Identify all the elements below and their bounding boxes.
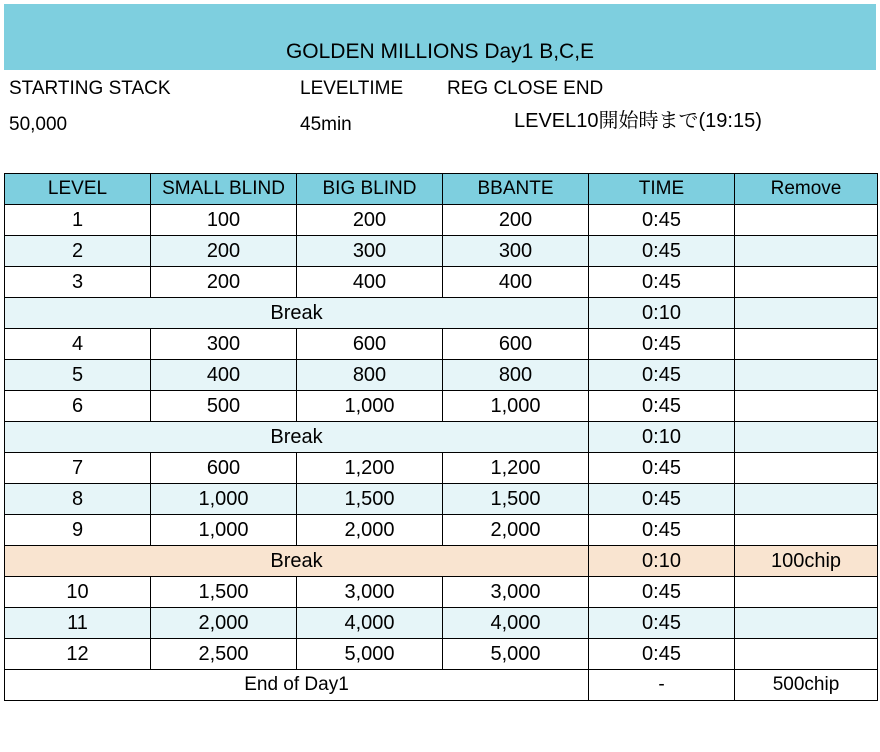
remove-cell	[735, 236, 878, 267]
table-row	[5, 205, 878, 236]
big-blind-cell: 4,000	[297, 608, 443, 639]
level-cell: 1	[5, 205, 151, 236]
break-label-cell: Break	[5, 546, 589, 577]
header-level: LEVEL	[5, 174, 151, 205]
bbante-cell: 3,000	[443, 577, 589, 608]
end-of-day-row	[5, 670, 878, 701]
starting-stack-value: 50,000	[9, 114, 68, 135]
header-remove: Remove	[735, 174, 878, 205]
remove-cell: 500chip	[735, 670, 878, 701]
big-blind-cell: 5,000	[297, 639, 443, 670]
level-cell: 11	[5, 608, 151, 639]
bbante-cell: 4,000	[443, 608, 589, 639]
small-blind-cell: 200	[151, 236, 297, 267]
small-blind-cell: 400	[151, 360, 297, 391]
time-cell: 0:45	[589, 484, 735, 515]
table-row	[5, 236, 878, 267]
big-blind-cell: 3,000	[297, 577, 443, 608]
level-time-label: LEVELTIME	[300, 78, 404, 99]
remove-cell	[735, 298, 878, 329]
level-cell: 3	[5, 267, 151, 298]
small-blind-cell: 1,500	[151, 577, 297, 608]
small-blind-cell: 500	[151, 391, 297, 422]
big-blind-cell: 2,000	[297, 515, 443, 546]
time-cell: -	[589, 670, 735, 701]
blind-structure-table	[4, 173, 878, 701]
time-cell: 0:45	[589, 205, 735, 236]
header-big-blind: BIG BLIND	[297, 174, 443, 205]
bbante-cell: 1,000	[443, 391, 589, 422]
level-cell: 12	[5, 639, 151, 670]
header-bbante: BBANTE	[443, 174, 589, 205]
small-blind-cell: 100	[151, 205, 297, 236]
table-row	[5, 267, 878, 298]
level-cell: 6	[5, 391, 151, 422]
level-cell: 8	[5, 484, 151, 515]
remove-cell	[735, 639, 878, 670]
table-row	[5, 608, 878, 639]
big-blind-cell: 1,200	[297, 453, 443, 484]
small-blind-cell: 1,000	[151, 515, 297, 546]
bbante-cell: 1,200	[443, 453, 589, 484]
header-small-blind: SMALL BLIND	[151, 174, 297, 205]
break-label-cell: Break	[5, 422, 589, 453]
time-cell: 0:10	[589, 422, 735, 453]
remove-cell	[735, 267, 878, 298]
page-title: GOLDEN MILLIONS Day1 B,C,E	[285, 40, 595, 63]
break-row	[5, 422, 878, 453]
bbante-cell: 2,000	[443, 515, 589, 546]
big-blind-cell: 400	[297, 267, 443, 298]
header-time: TIME	[589, 174, 735, 205]
time-cell: 0:10	[589, 298, 735, 329]
table-row	[5, 329, 878, 360]
small-blind-cell: 300	[151, 329, 297, 360]
level-cell: 2	[5, 236, 151, 267]
time-cell: 0:45	[589, 391, 735, 422]
small-blind-cell: 2,000	[151, 608, 297, 639]
small-blind-cell: 600	[151, 453, 297, 484]
time-cell: 0:45	[589, 329, 735, 360]
remove-cell	[735, 577, 878, 608]
big-blind-cell: 300	[297, 236, 443, 267]
bbante-cell: 5,000	[443, 639, 589, 670]
level-cell: 10	[5, 577, 151, 608]
time-cell: 0:45	[589, 236, 735, 267]
bbante-cell: 200	[443, 205, 589, 236]
table-row	[5, 515, 878, 546]
small-blind-cell: 1,000	[151, 484, 297, 515]
big-blind-cell: 200	[297, 205, 443, 236]
big-blind-cell: 1,500	[297, 484, 443, 515]
break-row-highlighted	[5, 546, 878, 577]
table-row	[5, 391, 878, 422]
remove-cell	[735, 422, 878, 453]
table-row	[5, 484, 878, 515]
table-row	[5, 639, 878, 670]
time-cell: 0:45	[589, 577, 735, 608]
small-blind-cell: 200	[151, 267, 297, 298]
starting-stack-label: STARTING STACK	[9, 78, 171, 99]
table-row	[5, 360, 878, 391]
break-row	[5, 298, 878, 329]
bbante-cell: 400	[443, 267, 589, 298]
bbante-cell: 800	[443, 360, 589, 391]
bbante-cell: 600	[443, 329, 589, 360]
big-blind-cell: 600	[297, 329, 443, 360]
remove-cell	[735, 608, 878, 639]
time-cell: 0:45	[589, 360, 735, 391]
reg-close-label: REG CLOSE END	[447, 78, 604, 99]
remove-cell: 100chip	[735, 546, 878, 577]
table-row	[5, 577, 878, 608]
time-cell: 0:45	[589, 608, 735, 639]
level-time-value: 45min	[300, 114, 352, 135]
level-cell: 4	[5, 329, 151, 360]
remove-cell	[735, 453, 878, 484]
time-cell: 0:45	[589, 639, 735, 670]
table-header-row	[5, 174, 878, 205]
time-cell: 0:45	[589, 453, 735, 484]
remove-cell	[735, 484, 878, 515]
small-blind-cell: 2,500	[151, 639, 297, 670]
level-cell: 9	[5, 515, 151, 546]
remove-cell	[735, 515, 878, 546]
time-cell: 0:45	[589, 515, 735, 546]
remove-cell	[735, 205, 878, 236]
level-cell: 5	[5, 360, 151, 391]
remove-cell	[735, 329, 878, 360]
reg-close-value: LEVEL10開始時まで(19:15)	[514, 110, 762, 132]
table-row	[5, 453, 878, 484]
end-label-cell: End of Day1	[5, 670, 589, 701]
bbante-cell: 300	[443, 236, 589, 267]
big-blind-cell: 1,000	[297, 391, 443, 422]
level-cell: 7	[5, 453, 151, 484]
break-label-cell: Break	[5, 298, 589, 329]
time-cell: 0:10	[589, 546, 735, 577]
big-blind-cell: 800	[297, 360, 443, 391]
time-cell: 0:45	[589, 267, 735, 298]
remove-cell	[735, 391, 878, 422]
bbante-cell: 1,500	[443, 484, 589, 515]
remove-cell	[735, 360, 878, 391]
